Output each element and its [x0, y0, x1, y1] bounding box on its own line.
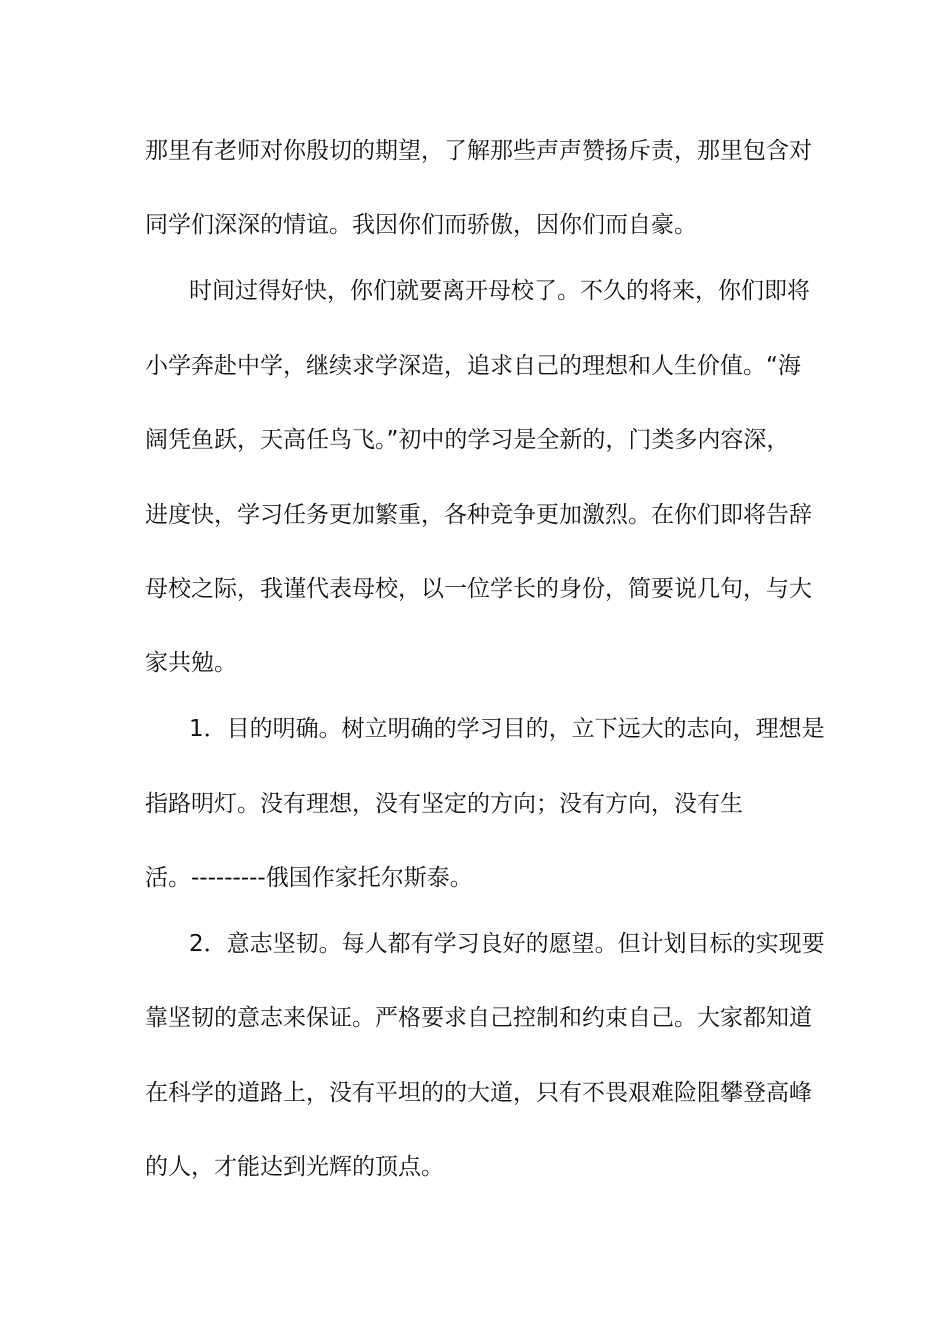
paragraph-first-line: 时间过得好快，你们就要离开母校了。不久的将来，你们即将 [189, 278, 810, 304]
text-line: 那里有老师对你殷切的期望，了解那些声声赞扬斥责，那里包含对 [145, 138, 812, 164]
text-line: 的人，才能达到光辉的顶点。 [145, 1154, 444, 1180]
text-line: 家共勉。 [145, 650, 237, 676]
text-line: 阔凭鱼跃，天高任鸟飞。”初中的学习是全新的，门类多内容深， [145, 427, 790, 453]
text-line: 靠坚韧的意志来保证。严格要求自己控制和约束自己。大家都知道 [145, 1005, 812, 1031]
text-line: 指路明灯。没有理想，没有坚定的方向；没有方向，没有生 [145, 791, 743, 817]
list-item-1-first-line: 1．目的明确。树立明确的学习目的，立下远大的志向，理想是 [189, 716, 825, 742]
text-line: 同学们深深的情谊。我因你们而骄傲，因你们而自豪。 [145, 212, 697, 238]
text-line: 进度快，学习任务更加繁重，各种竞争更加激烈。在你们即将告辞 [145, 502, 812, 528]
list-item-2-first-line: 2．意志坚韧。每人都有学习良好的愿望。但计划目标的实现要 [189, 931, 825, 957]
text-line: 母校之际，我谨代表母校，以一位学长的身份，简要说几句，与大 [145, 576, 812, 602]
quote-attribution-line: 活。---------俄国作家托尔斯泰。 [145, 865, 473, 891]
text-line: 在科学的道路上，没有平坦的的大道，只有不畏艰难险阻攀登高峰 [145, 1080, 812, 1106]
text-line: 小学奔赴中学，继续求学深造，追求自己的理想和人生价值。“海 [145, 353, 801, 379]
